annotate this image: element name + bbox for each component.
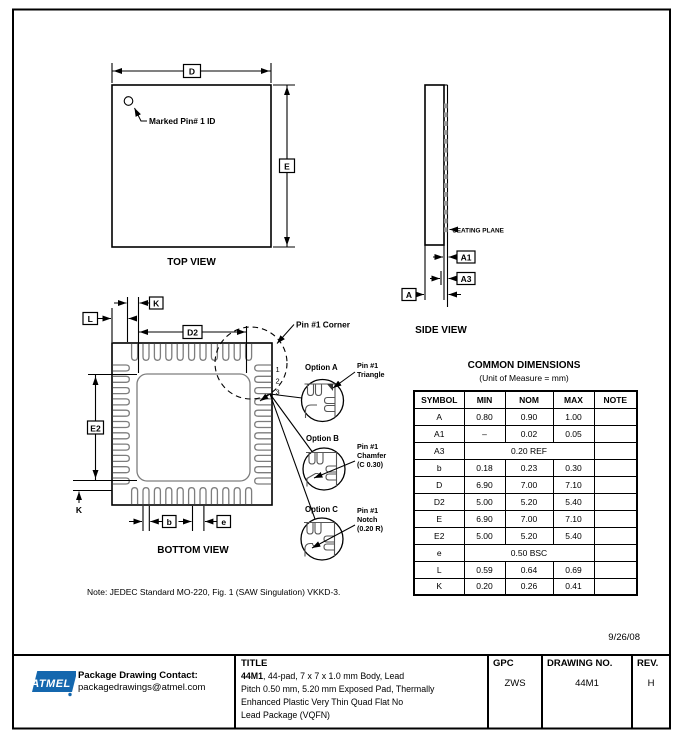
cell-min: – xyxy=(464,425,505,442)
option-b-note-1: Pin #1 xyxy=(357,442,379,451)
table-row xyxy=(414,527,637,544)
cell-max: 7.10 xyxy=(553,510,594,527)
cell-max: 0.41 xyxy=(553,578,594,595)
title-line4: Lead Package (VQFN) xyxy=(241,710,330,720)
option-a-note-2: Triangle xyxy=(357,370,385,379)
atmel-logo-text: ATMEL xyxy=(31,678,71,690)
cell-symbol: D xyxy=(414,476,464,493)
table-row xyxy=(414,561,637,578)
option-c-note-3: (0.20 R) xyxy=(357,524,383,533)
dim-k-label: K xyxy=(153,298,160,309)
dimensions-table-subtitle: (Unit of Measure = mm) xyxy=(479,373,569,383)
option-b-detail xyxy=(303,434,386,490)
dim-l-label: L xyxy=(87,314,93,324)
gpc-label: GPC xyxy=(493,658,514,669)
gpc-value: ZWS xyxy=(504,678,526,689)
contact-label: Package Drawing Contact: xyxy=(78,670,198,681)
bottom-view-caption: BOTTOM VIEW xyxy=(157,545,229,556)
cell-symbol: E xyxy=(414,510,464,527)
cell-max: 7.10 xyxy=(553,476,594,493)
option-a-note-1: Pin #1 xyxy=(357,361,379,370)
cell-max: 0.05 xyxy=(553,425,594,442)
cell-symbol: A xyxy=(414,408,464,425)
cell-max: 0.30 xyxy=(553,459,594,476)
cell-symbol: E2 xyxy=(414,527,464,544)
rev-value: H xyxy=(647,678,655,689)
title-line3: Enhanced Plastic Very Thin Quad Flat No xyxy=(241,697,404,707)
cell-min: 0.20 xyxy=(464,578,505,595)
contact-email: packagedrawings@atmel.com xyxy=(78,681,206,693)
cell-min: 0.59 xyxy=(464,561,505,578)
cell-note xyxy=(594,459,637,476)
drawing-no-label: DRAWING NO. xyxy=(547,658,613,669)
header-min: MIN xyxy=(464,391,505,408)
cell-note xyxy=(594,510,637,527)
cell-nom: 0.90 xyxy=(505,408,553,425)
cell-nom: 0.26 xyxy=(505,578,553,595)
table-row xyxy=(414,476,637,493)
cell-nom: 7.00 xyxy=(505,476,553,493)
option-a-arrow xyxy=(333,372,355,388)
cell-nom: 0.23 xyxy=(505,459,553,476)
option-c-note-2: Notch xyxy=(357,515,378,524)
dim-d-label: D xyxy=(188,66,196,77)
cell-nom: 0.64 xyxy=(505,561,553,578)
top-view xyxy=(112,63,295,268)
cell-note xyxy=(594,544,637,561)
contact-cell xyxy=(14,656,234,728)
dimensions-table-title: COMMON DIMENSIONS xyxy=(467,360,581,371)
title-cell xyxy=(234,656,487,728)
table-row xyxy=(414,510,637,527)
cell-symbol: K xyxy=(414,578,464,595)
header-max: MAX xyxy=(553,391,594,408)
marked-pin1-label: Marked Pin# 1 ID xyxy=(149,116,216,126)
table-row xyxy=(414,493,637,510)
cell-min: 6.90 xyxy=(464,476,505,493)
atmel-logo xyxy=(24,668,76,700)
option-c-detail xyxy=(301,505,384,560)
pin1-corner-leader xyxy=(277,325,294,344)
dim-a-label: A xyxy=(405,290,413,300)
dim-b-label: b xyxy=(166,517,172,527)
bottom-view xyxy=(73,297,351,556)
cell-max: 5.40 xyxy=(553,493,594,510)
dim-e-pitch-label: e xyxy=(221,517,227,527)
jedec-note: Note: JEDEC Standard MO-220, Fig. 1 (SAW Singulation) VKKD-3. xyxy=(87,587,341,597)
cell-note xyxy=(594,561,637,578)
cell-nom: 0.02 xyxy=(505,425,553,442)
table-row xyxy=(414,544,637,561)
pin1-corner-label: Pin #1 Corner xyxy=(296,319,350,330)
gpc-cell xyxy=(487,656,541,728)
title-line1-rest: , 44-pad, 7 x 7 x 1.0 mm Body, Lead xyxy=(263,671,405,681)
cell-note xyxy=(594,476,637,493)
header-symbol: SYMBOL xyxy=(414,391,464,408)
title-line1-bold: 44M1 xyxy=(241,671,264,681)
title-label: TITLE xyxy=(241,658,268,669)
rev-cell xyxy=(631,656,669,728)
option-c-note-1: Pin #1 xyxy=(357,506,379,515)
revision-date: 9/26/08 xyxy=(608,632,640,643)
logo-dot xyxy=(68,693,71,696)
dim-k2-label: K xyxy=(75,505,83,515)
cell-nom: 7.00 xyxy=(505,510,553,527)
cell-min: 0.80 xyxy=(464,408,505,425)
option-b-note-2: Chamfer xyxy=(357,451,387,460)
option-a-label: Option A xyxy=(305,363,338,372)
drawing-no-value: 44M1 xyxy=(575,678,599,689)
title-line2: Pitch 0.50 mm, 5.20 mm Exposed Pad, Thermally xyxy=(241,684,435,694)
cell-span: 0.50 BSC xyxy=(464,544,594,561)
drawing-no-cell xyxy=(541,656,631,728)
dim-a3-label: A3 xyxy=(460,274,472,284)
cell-note xyxy=(594,408,637,425)
package-title-text xyxy=(241,670,487,722)
cell-note xyxy=(594,425,637,442)
cell-nom: 5.20 xyxy=(505,493,553,510)
top-view-caption: TOP VIEW xyxy=(167,257,216,268)
side-view xyxy=(402,85,505,336)
option-b-note-3: (C 0.30) xyxy=(357,460,383,469)
side-view-caption: SIDE VIEW xyxy=(415,325,467,336)
cell-symbol: A1 xyxy=(414,425,464,442)
cell-note xyxy=(594,442,637,459)
table-row xyxy=(414,459,637,476)
option-c-label: Option C xyxy=(305,505,338,514)
side-view-body-outline xyxy=(425,85,444,245)
header-nom: NOM xyxy=(505,391,553,408)
table-header-row xyxy=(414,391,637,408)
seating-plane-label: SEATING PLANE xyxy=(452,227,504,235)
pin-number-1: 1 xyxy=(275,365,280,374)
cell-max: 5.40 xyxy=(553,527,594,544)
cell-min: 0.18 xyxy=(464,459,505,476)
cell-symbol: D2 xyxy=(414,493,464,510)
rev-label: REV. xyxy=(637,658,659,669)
dim-e-label: E xyxy=(284,161,290,172)
cell-max: 0.69 xyxy=(553,561,594,578)
dim-e2-label: E2 xyxy=(90,423,101,434)
dim-d2-label: D2 xyxy=(187,327,198,338)
dim-a1-label: A1 xyxy=(460,252,472,263)
table-row xyxy=(414,442,637,459)
pin-number-3: 3 xyxy=(275,387,280,397)
header-note: NOTE xyxy=(594,391,637,408)
cell-symbol: b xyxy=(414,459,464,476)
cell-nom: 5.20 xyxy=(505,527,553,544)
dimensions-table xyxy=(413,390,638,596)
cell-min: 5.00 xyxy=(464,493,505,510)
cell-note xyxy=(594,527,637,544)
cell-symbol: A3 xyxy=(414,442,464,459)
cell-span: 0.20 REF xyxy=(464,442,594,459)
top-view-body-outline xyxy=(112,85,271,247)
cell-symbol: L xyxy=(414,561,464,578)
table-row xyxy=(414,578,637,595)
option-b-label: Option B xyxy=(306,434,339,443)
table-row xyxy=(414,425,637,442)
option-a-detail xyxy=(302,361,385,422)
cell-note xyxy=(594,493,637,510)
cell-note xyxy=(594,578,637,595)
cell-max: 1.00 xyxy=(553,408,594,425)
cell-symbol: e xyxy=(414,544,464,561)
cell-min: 5.00 xyxy=(464,527,505,544)
side-view-pads xyxy=(444,104,448,233)
table-row xyxy=(414,408,637,425)
title-block xyxy=(14,654,669,728)
pin-number-2: 2 xyxy=(275,376,280,386)
cell-min: 6.90 xyxy=(464,510,505,527)
